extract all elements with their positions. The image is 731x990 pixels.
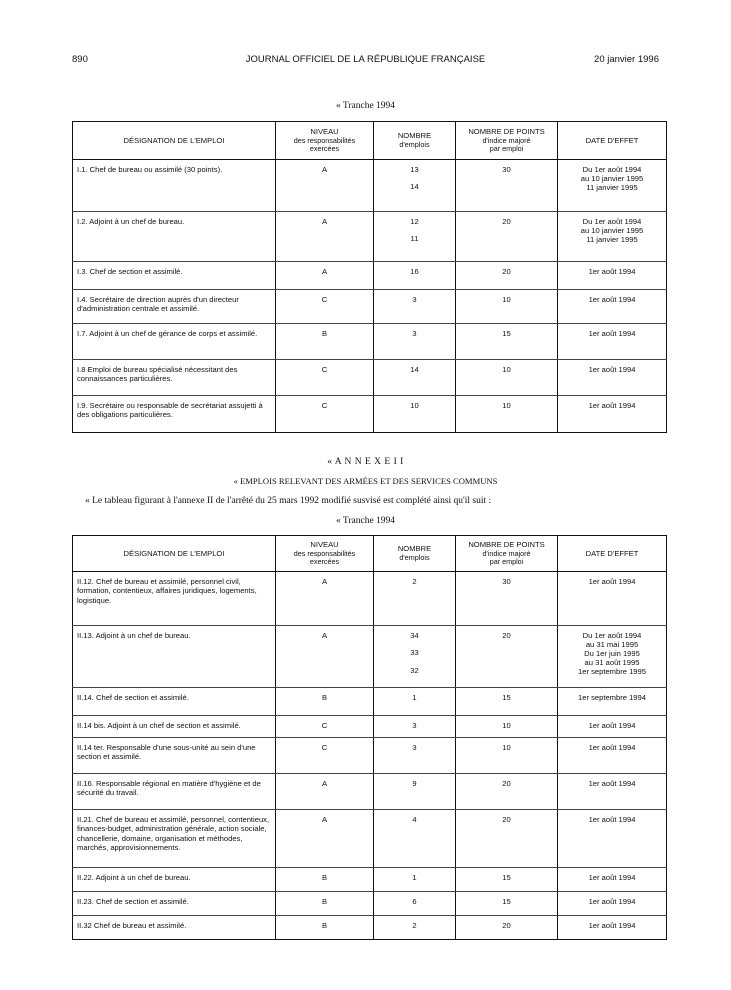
date-value: 1er août 1994 (588, 267, 636, 276)
header-points: NOMBRE DE POINTS d'indice majoré par emploi (456, 536, 558, 572)
table-row (73, 626, 667, 688)
annexe-paragraph: « Le tableau figurant à l'annexe II de l'arrêté du 25 mars 1992 modifié susvisé est complété ainsi qu'il suit : (85, 496, 492, 506)
date-value: 11 janvier 1995 (586, 235, 638, 245)
cell-nombre (374, 626, 456, 688)
table-row (73, 810, 667, 868)
nombre-value: 14 (410, 182, 419, 192)
cell-points: 10 (456, 738, 558, 774)
cell-points: 15 (456, 324, 558, 360)
header-designation: DÉSIGNATION DE L'EMPLOI (73, 122, 276, 160)
date-value: 1er septembre 1994 (578, 693, 646, 702)
cell-designation: I.4. Secrétaire de direction auprès d'un directeur d'administration centrale et assimilé. (73, 290, 276, 324)
header-date: DATE D'EFFET (558, 536, 667, 572)
tranche-label-2: « Tranche 1994 (335, 516, 396, 526)
cell-points: 15 (456, 868, 558, 892)
nombre-value: 16 (410, 267, 419, 276)
cell-points: 15 (456, 892, 558, 916)
header-date: DATE D'EFFET (558, 122, 667, 160)
cell-niveau: C (276, 290, 374, 324)
cell-designation: II.12. Chef de bureau et assimilé, personnel civil, formation, contentieux, affaires juridiques, logements, logistique. (73, 572, 276, 626)
cell-designation: I.2. Adjoint à un chef de bureau. (73, 212, 276, 262)
date-value: Du 1er juin 1995 (584, 649, 640, 659)
cell-designation: II.14 bis. Adjoint à un chef de section et assimilé. (73, 716, 276, 738)
cell-niveau: C (276, 738, 374, 774)
cell-niveau: A (276, 212, 374, 262)
cell-niveau: A (276, 160, 374, 212)
nombre-value: 13 (410, 165, 419, 174)
annexe-subtitle: « EMPLOIS RELEVANT DES ARMÉES ET DES SERVICES COMMUNS (233, 476, 498, 486)
cell-designation: II.13. Adjoint à un chef de bureau. (73, 626, 276, 688)
cell-points: 15 (456, 688, 558, 716)
tranche-label-1: « Tranche 1994 (335, 101, 396, 111)
table-row (73, 160, 667, 212)
cell-points: 10 (456, 290, 558, 324)
cell-niveau: A (276, 572, 374, 626)
cell-date-effet (558, 262, 667, 290)
table-row (73, 868, 667, 892)
cell-nombre (374, 774, 456, 810)
cell-date-effet (558, 324, 667, 360)
nombre-value: 9 (412, 779, 417, 788)
nombre-value: 2 (412, 921, 417, 930)
table-row (73, 716, 667, 738)
cell-designation: II.14. Chef de section et assimilé. (73, 688, 276, 716)
cell-date-effet (558, 868, 667, 892)
table-row (73, 738, 667, 774)
cell-niveau: B (276, 892, 374, 916)
cell-nombre (374, 212, 456, 262)
date-value: au 10 janvier 1995 (580, 226, 644, 236)
cell-points: 20 (456, 626, 558, 688)
date-value: Du 1er août 1994 (582, 165, 642, 174)
date-value: 1er août 1994 (588, 815, 636, 824)
cell-niveau: C (276, 716, 374, 738)
page-number: 890 (72, 54, 88, 65)
date-value: au 10 janvier 1995 (580, 174, 644, 184)
date-value: 1er août 1994 (588, 329, 636, 338)
table-row (73, 892, 667, 916)
journal-title: JOURNAL OFFICIEL DE LA RÉPUBLIQUE FRANÇAISE (245, 54, 486, 65)
cell-designation: II.23. Chef de section et assimilé. (73, 892, 276, 916)
cell-nombre (374, 396, 456, 433)
cell-date-effet (558, 916, 667, 940)
cell-date-effet (558, 688, 667, 716)
table-row (73, 572, 667, 626)
cell-nombre (374, 360, 456, 396)
nombre-value: 3 (412, 721, 417, 730)
cell-date-effet (558, 290, 667, 324)
cell-designation: II.32 Chef de bureau et assimilé. (73, 916, 276, 940)
cell-nombre (374, 572, 456, 626)
date-value: 1er août 1994 (588, 897, 636, 906)
date-value: 11 janvier 1995 (586, 183, 638, 193)
cell-designation: I.7. Adjoint à un chef de gérance de corps et assimilé. (73, 324, 276, 360)
cell-niveau: C (276, 360, 374, 396)
cell-niveau: A (276, 262, 374, 290)
header-points: NOMBRE DE POINTS d'indice majoré par emploi (456, 122, 558, 160)
cell-nombre (374, 160, 456, 212)
table-row (73, 290, 667, 324)
header-nombre: NOMBRE d'emplois (374, 122, 456, 160)
header-niveau: NIVEAU des responsabilités exercées (276, 122, 374, 160)
issue-date: 20 janvier 1996 (594, 54, 659, 65)
annexe-title: « A N N E X E I I (327, 457, 404, 467)
cell-points: 20 (456, 262, 558, 290)
nombre-value: 14 (410, 365, 419, 374)
cell-nombre (374, 868, 456, 892)
cell-niveau: A (276, 626, 374, 688)
cell-nombre (374, 738, 456, 774)
date-value: 1er août 1994 (588, 779, 636, 788)
date-value: 1er août 1994 (588, 873, 636, 882)
table-row (73, 774, 667, 810)
cell-designation: II.16. Responsable régional en matière d'hygiène et de sécurité du travail. (73, 774, 276, 810)
nombre-value: 2 (412, 577, 417, 586)
cell-date-effet (558, 360, 667, 396)
cell-points: 30 (456, 572, 558, 626)
cell-niveau: A (276, 810, 374, 868)
table-row (73, 916, 667, 940)
cell-niveau: B (276, 688, 374, 716)
nombre-value: 10 (410, 401, 419, 410)
date-value: au 31 mai 1995 (585, 640, 639, 650)
cell-points: 20 (456, 212, 558, 262)
nombre-value: 11 (410, 234, 419, 244)
cell-niveau: B (276, 916, 374, 940)
cell-designation: I.8 Emploi de bureau spécialisé nécessitant des connaissances particulières. (73, 360, 276, 396)
nombre-value: 34 (410, 631, 419, 640)
cell-points: 20 (456, 916, 558, 940)
cell-designation: II.22. Adjoint à un chef de bureau. (73, 868, 276, 892)
cell-date-effet (558, 160, 667, 212)
nombre-value: 1 (412, 693, 417, 702)
cell-date-effet (558, 626, 667, 688)
date-value: 1er août 1994 (588, 577, 636, 586)
cell-nombre (374, 688, 456, 716)
table-tranche-1994-annexe-1 (72, 121, 667, 433)
cell-points: 10 (456, 396, 558, 433)
cell-nombre (374, 324, 456, 360)
header-nombre: NOMBRE d'emplois (374, 536, 456, 572)
cell-points: 20 (456, 810, 558, 868)
table-tranche-1994-annexe-2 (72, 535, 667, 940)
cell-date-effet (558, 212, 667, 262)
table-row (73, 212, 667, 262)
nombre-value: 32 (410, 665, 419, 675)
cell-date-effet (558, 396, 667, 433)
cell-points: 20 (456, 774, 558, 810)
nombre-value: 3 (412, 329, 417, 338)
nombre-value: 33 (410, 648, 419, 658)
cell-nombre (374, 916, 456, 940)
date-value: 1er août 1994 (588, 295, 636, 304)
cell-date-effet (558, 572, 667, 626)
date-value: 1er août 1994 (588, 921, 636, 930)
date-value: 1er août 1994 (588, 721, 636, 730)
table-row (73, 396, 667, 433)
date-value: au 31 août 1995 (584, 658, 640, 668)
cell-points: 10 (456, 716, 558, 738)
date-value: Du 1er août 1994 (582, 631, 642, 640)
cell-date-effet (558, 810, 667, 868)
table-row (73, 688, 667, 716)
table-row (73, 262, 667, 290)
cell-niveau: C (276, 396, 374, 433)
date-value: 1er août 1994 (588, 365, 636, 374)
cell-date-effet (558, 738, 667, 774)
cell-niveau: B (276, 324, 374, 360)
cell-nombre (374, 810, 456, 868)
cell-nombre (374, 892, 456, 916)
date-value: Du 1er août 1994 (582, 217, 642, 226)
nombre-value: 4 (412, 815, 417, 824)
nombre-value: 3 (412, 295, 417, 304)
cell-niveau: A (276, 774, 374, 810)
date-value: 1er août 1994 (588, 743, 636, 752)
cell-nombre (374, 716, 456, 738)
cell-niveau: B (276, 868, 374, 892)
cell-points: 30 (456, 160, 558, 212)
table-row (73, 324, 667, 360)
date-value: 1er septembre 1995 (578, 667, 646, 677)
cell-designation: II.14 ter. Responsable d'une sous-unité au sein d'une section et assimilé. (73, 738, 276, 774)
cell-nombre (374, 290, 456, 324)
date-value: 1er août 1994 (588, 401, 636, 410)
cell-designation: I.1. Chef de bureau ou assimilé (30 points). (73, 160, 276, 212)
cell-date-effet (558, 774, 667, 810)
header-designation: DÉSIGNATION DE L'EMPLOI (73, 536, 276, 572)
nombre-value: 6 (412, 897, 417, 906)
cell-date-effet (558, 716, 667, 738)
nombre-value: 12 (410, 217, 419, 226)
header-niveau: NIVEAU des responsabilités exercées (276, 536, 374, 572)
cell-date-effet (558, 892, 667, 916)
cell-points: 10 (456, 360, 558, 396)
table-row (73, 360, 667, 396)
cell-designation: I.3. Chef de section et assimilé. (73, 262, 276, 290)
nombre-value: 3 (412, 743, 417, 752)
cell-designation: II.21. Chef de bureau et assimilé, personnel, contentieux, finances-budget, administration générale, action sociale, chancellerie, domaine, organisation et méthodes, marchés, approvisionnements. (73, 810, 276, 868)
nombre-value: 1 (412, 873, 417, 882)
cell-nombre (374, 262, 456, 290)
cell-designation: I.9. Secrétaire ou responsable de secrétariat assujetti à des obligations particulières. (73, 396, 276, 433)
